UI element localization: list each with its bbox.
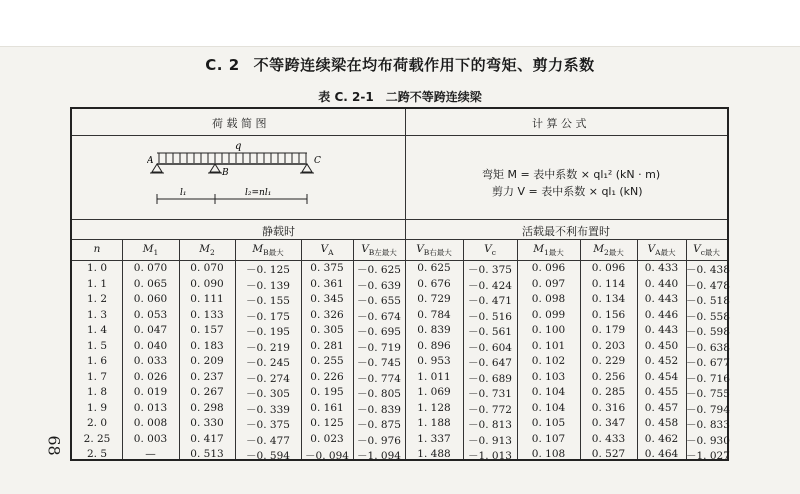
table-cell: 0. 090 [190, 277, 224, 290]
row-n-value: 1. 6 [86, 355, 108, 367]
table-cell: －1. 027 [686, 450, 730, 462]
table-cell: 0. 133 [190, 308, 224, 321]
row-n-value: 1. 7 [86, 370, 108, 383]
table-cell: 0. 040 [133, 339, 168, 352]
table-cell: －0. 424 [468, 279, 512, 292]
table-cell: 0. 443 [644, 293, 679, 305]
table-cell: 0. 013 [133, 401, 168, 414]
table-cell: －0. 794 [686, 403, 730, 416]
moment-formula: 弯矩 M = 表中系数 × ql₁² (kN · m) [482, 168, 661, 181]
table-cell: 0. 125 [310, 417, 344, 429]
table-cell: －0. 339 [246, 403, 290, 416]
column-header: $M_{B最大}$ [252, 243, 284, 258]
table-cell: －0. 813 [468, 419, 512, 431]
table-cell: 0. 033 [133, 355, 168, 367]
table-cell: 0. 157 [190, 324, 224, 336]
table-cell: 0. 047 [133, 324, 168, 336]
column-header: $V_{B左最大}$ [361, 243, 397, 258]
table-cell: 0. 108 [531, 448, 566, 460]
load-arrows [159, 153, 306, 163]
top-header-rule [72, 135, 727, 136]
table-cell: 0. 097 [531, 277, 566, 290]
table-cell: 1. 337 [417, 432, 451, 445]
column-header: $M_2$ [199, 243, 215, 258]
table-cell: 0. 455 [644, 386, 679, 398]
table-cell: 0. 527 [591, 448, 626, 460]
table-cell: 0. 454 [644, 370, 679, 383]
table-cell: 0. 065 [133, 277, 168, 290]
table-cell: 0. 457 [644, 401, 679, 414]
load-diagram-header: 荷 载 简 图 [212, 117, 267, 130]
row-n-value: 1. 5 [86, 339, 108, 352]
table-cell: －0. 930 [686, 434, 730, 447]
table-cell: －0. 655 [357, 295, 401, 307]
row-n-value: 1. 0 [86, 262, 108, 274]
row-n-value: 1. 8 [86, 386, 108, 398]
table-cell: 0. 114 [591, 277, 626, 290]
table-cell: －0. 639 [357, 279, 401, 292]
group-header-rule [72, 239, 727, 240]
table-cell: 0. 417 [190, 432, 224, 445]
table-cell: －1. 094 [357, 450, 401, 462]
table-caption-text: 二跨不等跨连续梁 [385, 90, 482, 104]
table-cell: 0. 450 [644, 339, 679, 352]
column-header: $M_{1最大}$ [533, 243, 564, 258]
table-cell: 0. 026 [133, 370, 168, 383]
table-cell: －0. 745 [357, 357, 401, 369]
table-cell: 0. 195 [310, 386, 344, 398]
table-cell: －0. 594 [246, 450, 290, 462]
table-cell: －0. 772 [468, 403, 512, 416]
table-cell: 0. 053 [133, 308, 168, 321]
table-code: 表 C. 2-1 [318, 90, 374, 104]
table-cell: －0. 195 [246, 326, 290, 338]
table-cell: 0. 134 [591, 293, 626, 305]
table-cell: －0. 518 [686, 295, 730, 307]
label-a: A [147, 156, 154, 166]
table-cell: 0. 513 [190, 448, 224, 460]
table-cell: 0. 096 [531, 262, 566, 274]
row-n-value: 1. 3 [86, 308, 108, 321]
table-cell: 0. 060 [133, 293, 168, 305]
table-cell: 0. 839 [417, 324, 451, 336]
table-cell: －0. 677 [686, 357, 730, 369]
table-cell: －0. 477 [246, 434, 290, 447]
column-header: $V_A$ [320, 243, 334, 258]
table-cell: 0. 256 [591, 370, 626, 383]
table-cell: 0. 896 [417, 339, 451, 352]
table-cell: 0. 096 [591, 262, 626, 274]
table-cell: 0. 676 [417, 277, 451, 290]
table-cell: 0. 229 [591, 355, 626, 367]
table-cell: 1. 011 [417, 370, 451, 383]
table-cell: 0. 462 [644, 432, 679, 445]
support-b [210, 164, 220, 172]
table-cell: －0. 716 [686, 372, 730, 385]
table-cell: －0. 731 [468, 388, 512, 400]
table-cell: — [145, 448, 156, 460]
table-cell: 0. 111 [190, 293, 224, 305]
label-l1: l₁ [180, 188, 187, 198]
table-cell: －0. 274 [246, 372, 290, 385]
table-cell: 0. 023 [310, 432, 344, 445]
table-cell: 0. 443 [644, 324, 679, 336]
table-caption [0, 88, 800, 105]
table-cell: 0. 098 [531, 293, 566, 305]
top-divider [405, 109, 406, 235]
row-n-value: 1. 9 [86, 401, 108, 414]
table-cell: 0. 458 [644, 417, 679, 429]
table-cell: 0. 237 [190, 370, 224, 383]
table-cell: －0. 913 [468, 434, 512, 447]
section-code: C. 2 [205, 56, 240, 74]
table-cell: －0. 755 [686, 388, 730, 400]
table-cell: －0. 839 [357, 403, 401, 416]
formula-header: 计 算 公 式 [532, 117, 587, 130]
table-cell: －0. 375 [468, 264, 512, 276]
column-header: $V_{A最大}$ [647, 243, 676, 258]
label-b: B [222, 168, 229, 178]
table-cell: －0. 219 [246, 341, 290, 354]
table-cell: －0. 604 [468, 341, 512, 354]
table-cell: －0. 305 [246, 388, 290, 400]
live-load-header: 活载最不利布置时 [522, 225, 610, 238]
table-cell: －0. 558 [686, 310, 730, 323]
table-cell: －0. 625 [357, 264, 401, 276]
table-cell: －0. 674 [357, 310, 401, 323]
column-header: $V_c$ [484, 243, 496, 258]
column-header-rule [72, 260, 727, 261]
support-a [152, 164, 162, 172]
row-n-value: 1. 2 [86, 293, 108, 305]
coefficient-table [70, 107, 729, 461]
table-cell: 0. 433 [591, 432, 626, 445]
section-title [0, 54, 800, 75]
table-cell: 0. 100 [531, 324, 566, 336]
page-number: 68 [44, 435, 64, 456]
table-cell: －0. 139 [246, 279, 290, 292]
row-n-value: 2. 25 [83, 432, 111, 445]
table-cell: 0. 285 [591, 386, 626, 398]
column-header: $M_{2最大}$ [593, 243, 624, 258]
row-n-value: 2. 5 [86, 448, 108, 460]
column-header: $V_{B右最大}$ [416, 243, 452, 258]
table-cell: 0. 003 [133, 432, 168, 445]
table-cell: 0. 345 [310, 293, 344, 305]
table-cell: 1. 069 [417, 386, 451, 398]
table-cell: 0. 019 [133, 386, 168, 398]
table-cell: 0. 183 [190, 339, 224, 352]
column-header: n [93, 243, 101, 255]
table-cell: 1. 188 [417, 417, 451, 429]
table-cell: －0. 438 [686, 264, 730, 276]
diagram-rule [72, 219, 727, 220]
table-cell: －0. 805 [357, 388, 401, 400]
table-cell: －0. 695 [357, 326, 401, 338]
beam-diagram [147, 139, 337, 217]
table-cell: －0. 689 [468, 372, 512, 385]
label-l2: l₂=nl₁ [245, 188, 272, 198]
table-cell: －0. 245 [246, 357, 290, 369]
table-cell: －0. 375 [246, 419, 290, 431]
table-cell: －0. 516 [468, 310, 512, 323]
table-cell: 0. 104 [531, 386, 566, 398]
table-cell: 0. 625 [417, 262, 451, 274]
table-cell: 0. 267 [190, 386, 224, 398]
table-cell: －0. 638 [686, 341, 730, 354]
row-n-value: 1. 1 [86, 277, 108, 290]
table-cell: 0. 330 [190, 417, 224, 429]
static-load-header: 静载时 [262, 225, 295, 238]
table-cell: 0. 326 [310, 308, 344, 321]
label-c: C [314, 156, 321, 166]
table-cell: 0. 347 [591, 417, 626, 429]
table-cell: 0. 179 [591, 324, 626, 336]
table-cell: 0. 008 [133, 417, 168, 429]
table-cell: 0. 105 [531, 417, 566, 429]
table-cell: 0. 446 [644, 308, 679, 321]
table-cell: 1. 128 [417, 401, 451, 414]
label-q: q [235, 141, 242, 152]
table-cell: －0. 875 [357, 419, 401, 431]
table-cell: 0. 209 [190, 355, 224, 367]
table-cell: －0. 561 [468, 326, 512, 338]
table-cell: 0. 316 [591, 401, 626, 414]
table-cell: 0. 433 [644, 262, 679, 274]
table-cell: 0. 784 [417, 308, 451, 321]
table-cell: 0. 101 [531, 339, 566, 352]
table-cell: －0. 647 [468, 357, 512, 369]
table-cell: －0. 774 [357, 372, 401, 385]
table-cell: 0. 305 [310, 324, 344, 336]
column-header: $M_1$ [142, 243, 159, 258]
table-cell: 0. 361 [310, 277, 344, 290]
shear-formula: 剪力 V = 表中系数 × ql₁ (kN) [492, 185, 643, 198]
table-cell: －0. 155 [246, 295, 290, 307]
table-cell: 0. 226 [310, 370, 344, 383]
table-cell: 0. 156 [591, 308, 626, 321]
table-cell: 0. 070 [190, 262, 224, 274]
table-cell: 0. 161 [310, 401, 344, 414]
table-cell: 0. 729 [417, 293, 451, 305]
table-cell: 0. 103 [531, 370, 566, 383]
table-cell: 0. 452 [644, 355, 679, 367]
table-cell: －0. 833 [686, 419, 730, 431]
table-cell: 0. 203 [591, 339, 626, 352]
row-n-value: 1. 4 [86, 324, 108, 336]
table-cell: 0. 298 [190, 401, 224, 414]
table-cell: 0. 464 [644, 448, 679, 460]
table-cell: 0. 281 [310, 339, 344, 352]
table-cell: －0. 719 [357, 341, 401, 354]
table-cell: －0. 976 [357, 434, 401, 447]
table-cell: 1. 488 [417, 448, 451, 460]
table-cell: －0. 175 [246, 310, 290, 323]
table-cell: －0. 094 [305, 450, 349, 462]
table-cell: －0. 478 [686, 279, 730, 292]
table-cell: 0. 107 [531, 432, 566, 445]
table-cell: －1. 013 [468, 450, 512, 462]
support-c [302, 164, 312, 172]
table-cell: 0. 104 [531, 401, 566, 414]
table-cell: 0. 440 [644, 277, 679, 290]
column-header: $V_{c最大}$ [693, 243, 720, 258]
table-cell: 0. 102 [531, 355, 566, 367]
table-cell: －0. 471 [468, 295, 512, 307]
page-top-edge [0, 0, 800, 47]
section-title-text: 不等跨连续梁在均布荷载作用下的弯矩、剪力系数 [253, 56, 595, 74]
table-cell: －0. 598 [686, 326, 730, 338]
table-cell: －0. 125 [246, 264, 290, 276]
table-cell: 0. 070 [133, 262, 168, 274]
table-cell: 0. 375 [310, 262, 344, 274]
table-cell: 0. 953 [417, 355, 451, 367]
row-n-value: 2. 0 [86, 417, 108, 429]
table-cell: 0. 099 [531, 308, 566, 321]
table-cell: 0. 255 [310, 355, 344, 367]
